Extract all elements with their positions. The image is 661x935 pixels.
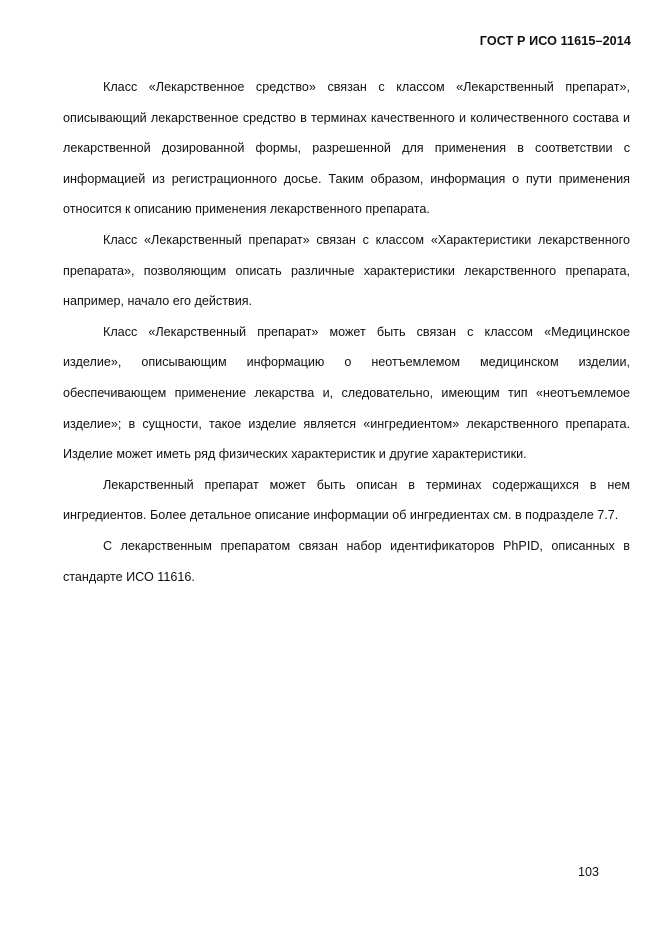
page-number: 103 xyxy=(577,865,599,879)
paragraph-product-characteristics: Класс «Лекарственный препарат» связан с классом «Характеристики лекарственного препарата», позволяющим описать различные характеристики лекарственного препарата, например, начало его действия. xyxy=(63,232,630,309)
document-body xyxy=(63,72,630,592)
paragraph-medicinal-substance: Класс «Лекарственное средство» связан с классом «Лекарственный препарат», описывающий лекарственное средство в терминах качественного и количественного состава и лекарственной дозированной формы, разрешенной для применения в соответствии с информацией из регистрационного досье. Таким образом, информация о пути применения относится к описанию применения лекарственного препарата. xyxy=(63,80,630,217)
paragraph-ingredients: Лекарственный препарат может быть описан в терминах содержащихся в нем ингредиентов. Более детальное описание информации об ингредиентах см. в подразделе 7.7. xyxy=(63,477,630,523)
paragraph-medical-device: Класс «Лекарственный препарат» может быть связан с классом «Медицинское изделие», описывающим информацию о неотъемлемом медицинском изделии, обеспечивающем применение лекарства и, следовательно, имеющим тип «неотъемлемое изделие»; в сущности, такое изделие является «ингредиентом» лекарственного препарата. Изделие может иметь ряд физических характеристик и другие характеристики. xyxy=(63,324,630,462)
paragraph-phpid: С лекарственным препаратом связан набор идентификаторов PhPID, описанных в стандарте ИСО 11616. xyxy=(63,538,630,584)
document-header: ГОСТ Р ИСО 11615–2014 xyxy=(479,34,631,48)
